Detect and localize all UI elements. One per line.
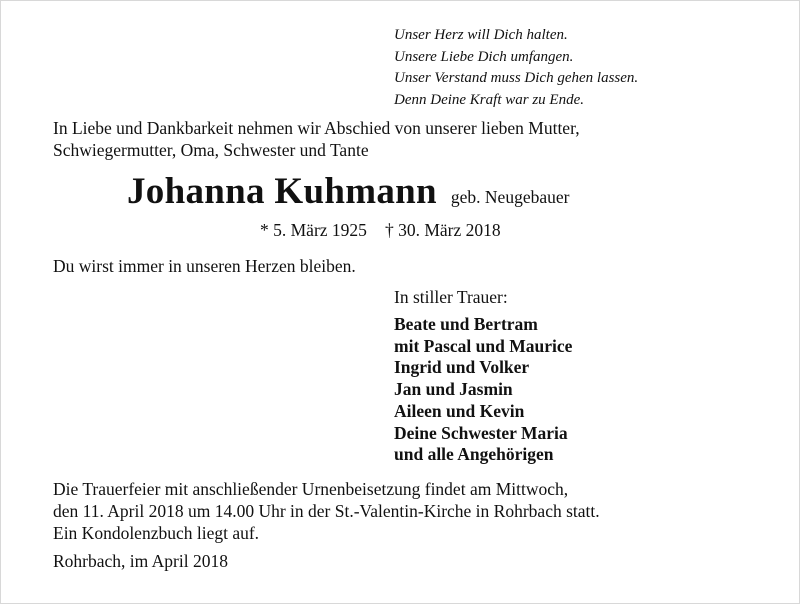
poem-line: Denn Deine Kraft war zu Ende. [394, 91, 584, 108]
mourner-entry: Ingrid und Volker [394, 357, 530, 378]
mourning-label: In stiller Trauer: [394, 287, 508, 307]
mourner-entry: Deine Schwester Maria [394, 422, 568, 443]
service-info [53, 478, 600, 544]
maiden-name: geb. Neugebauer [450, 187, 570, 207]
deceased-name: Johanna Kuhmann [127, 171, 437, 212]
intro-line: Schwiegermutter, Oma, Schwester und Tante [53, 140, 369, 160]
mourner-entry: Aileen und Kevin [394, 400, 525, 421]
life-dates [260, 220, 501, 241]
mourner-entry: mit Pascal und Maurice [394, 335, 573, 356]
death-date: † 30. März 2018 [384, 220, 501, 240]
poem-line: Unser Verstand muss Dich gehen lassen. [394, 70, 639, 86]
mourner-entry: und alle Angehörigen [394, 444, 554, 465]
poem [394, 25, 638, 111]
mourner-entry: Beate und Bertram [394, 314, 538, 334]
intro-line: In Liebe und Dankbarkeit nehmen wir Abschied von unserer lieben Mutter, [53, 118, 580, 138]
mourners-list [394, 314, 572, 466]
deceased-heading [127, 170, 569, 213]
birth-date: * 5. März 1925 [260, 220, 367, 240]
remembrance-text: Du wirst immer in unseren Herzen bleiben. [53, 256, 356, 276]
service-line: Die Trauerfeier mit anschließender Urnenbeisetzung findet am Mittwoch, [53, 479, 569, 499]
place-date: Rohrbach, im April 2018 [53, 551, 228, 571]
poem-line: Unser Herz will Dich halten. [394, 27, 568, 43]
mourner-entry: Jan und Jasmin [394, 379, 513, 400]
service-line: den 11. April 2018 um 14.00 Uhr in der St.-Valentin-Kirche in Rohrbach statt. [53, 501, 600, 521]
intro-text [53, 117, 580, 161]
poem-line: Unsere Liebe Dich umfangen. [394, 48, 574, 65]
service-line: Ein Kondolenzbuch liegt auf. [53, 523, 260, 543]
